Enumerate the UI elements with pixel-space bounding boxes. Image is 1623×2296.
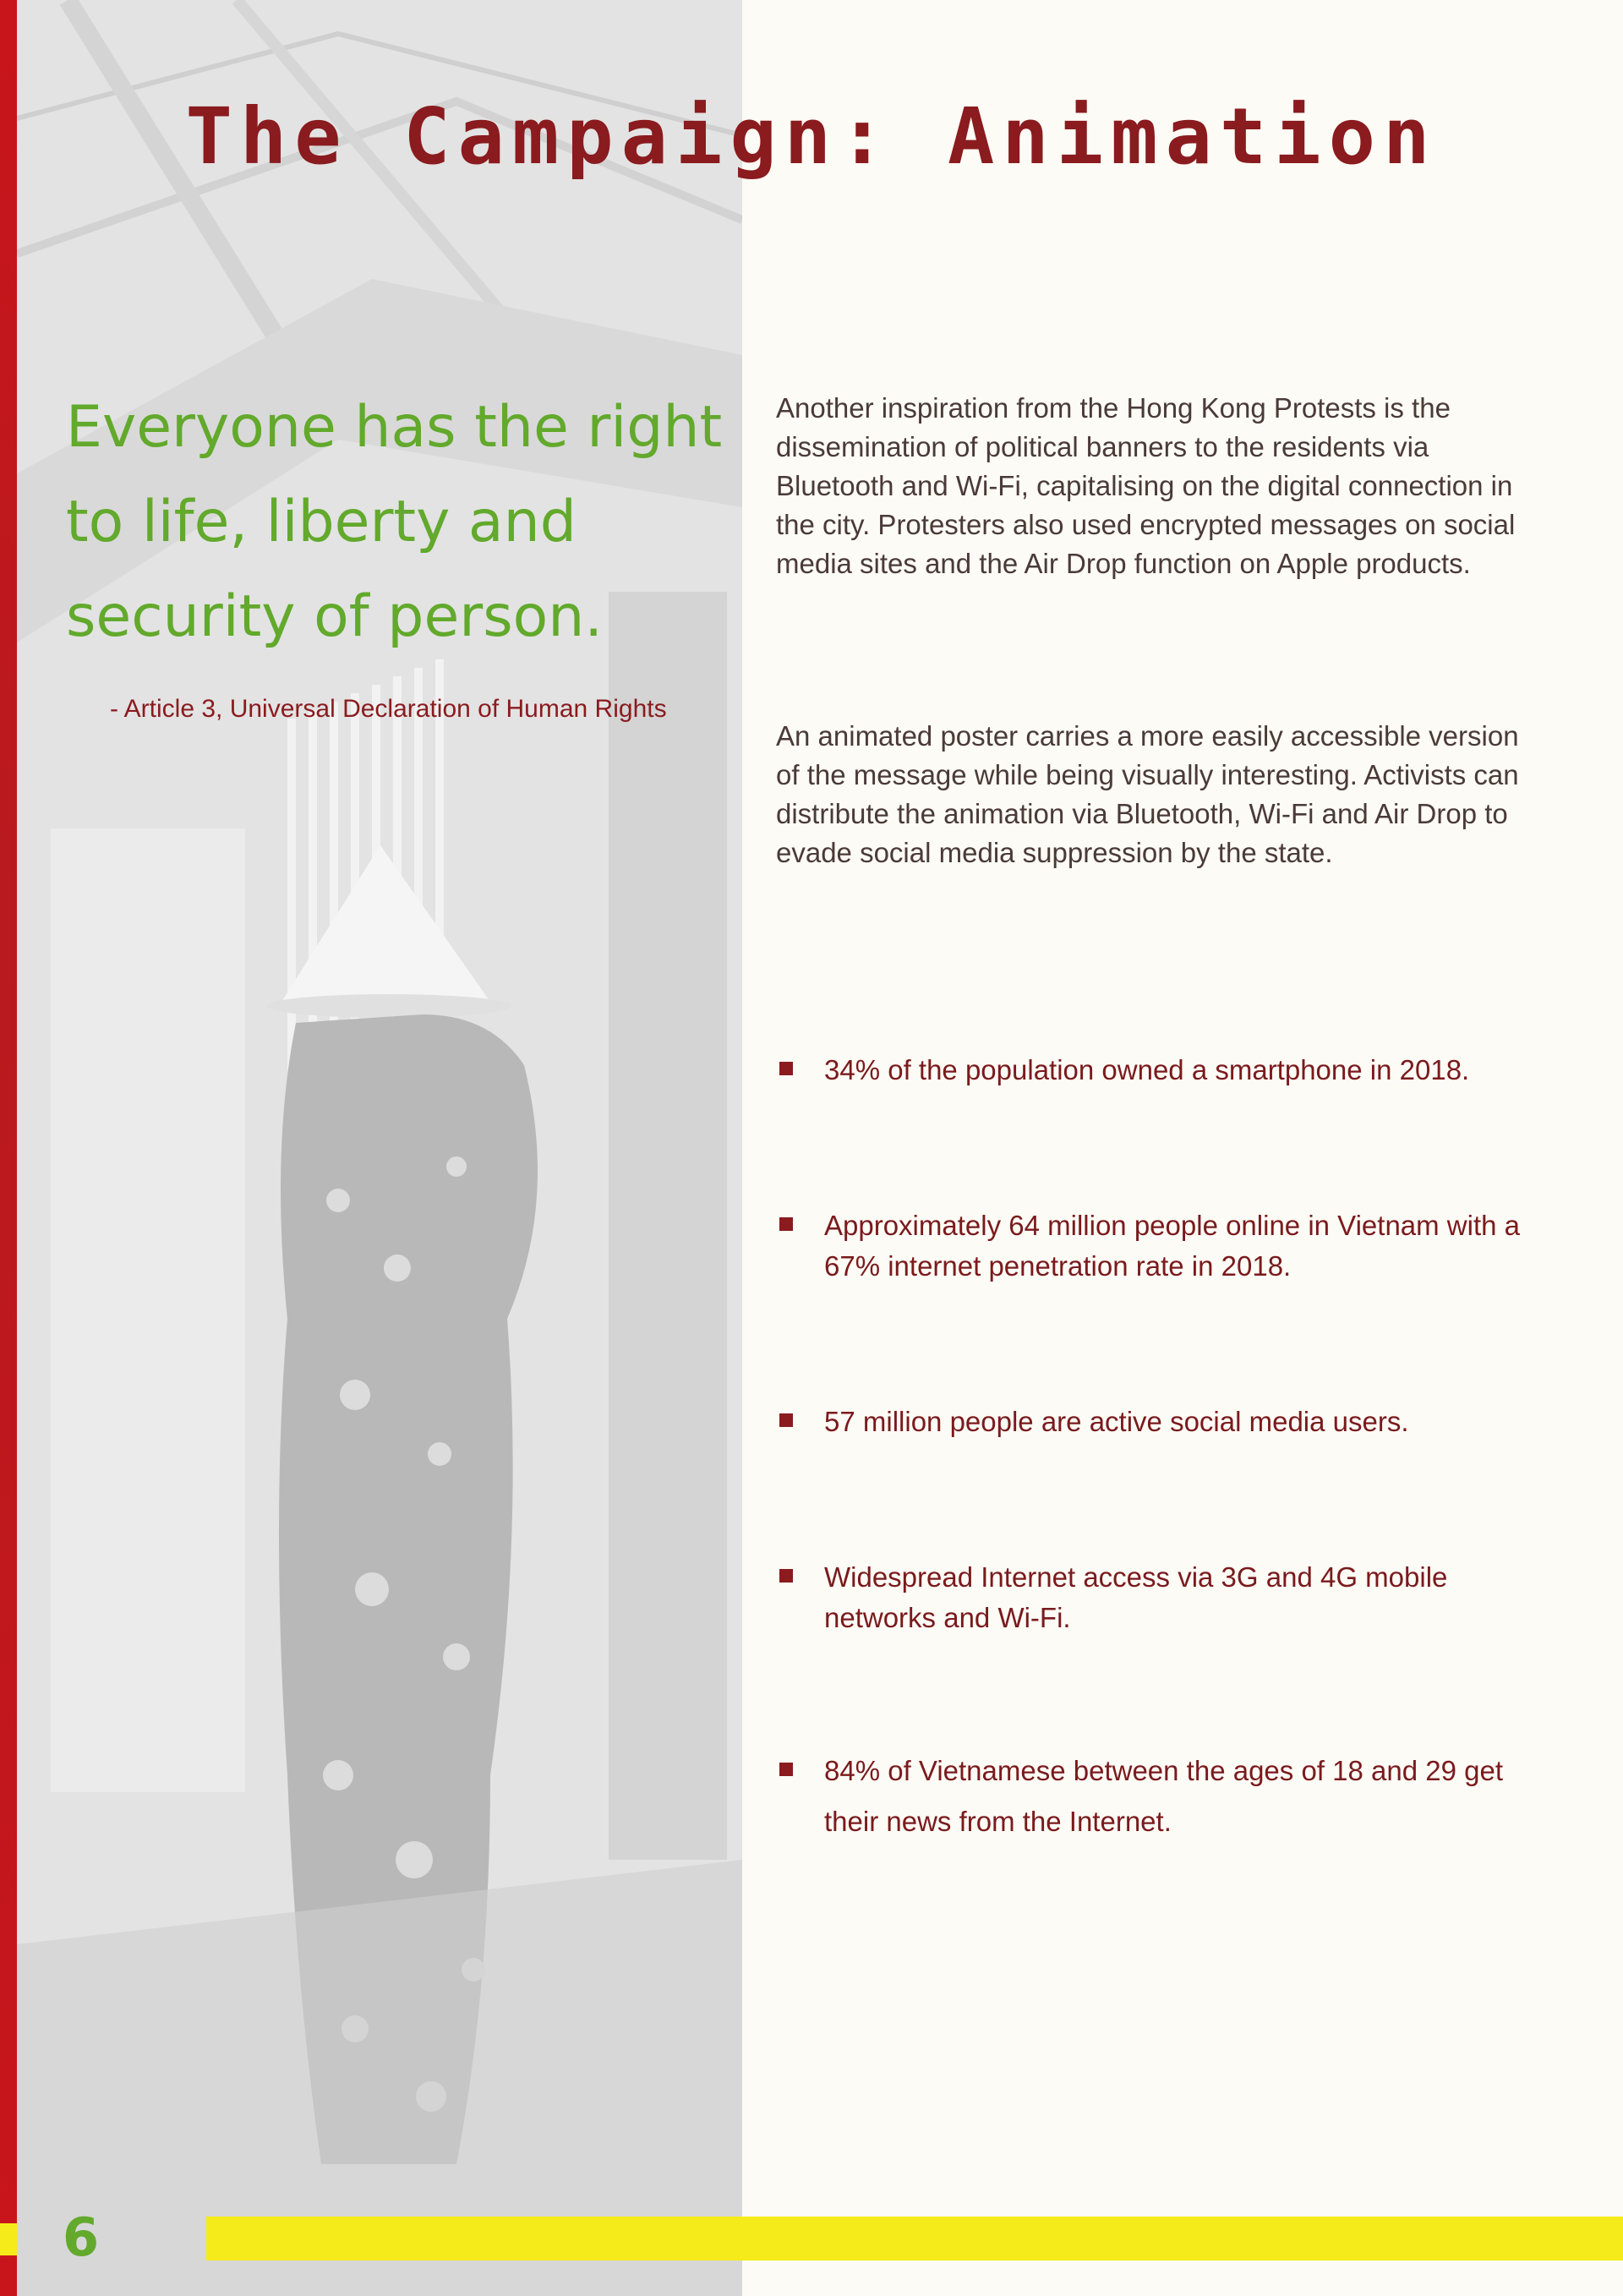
square-bullet-icon bbox=[779, 1217, 793, 1231]
background-photo bbox=[17, 0, 742, 2296]
square-bullet-icon bbox=[779, 1413, 793, 1427]
page-number: 6 bbox=[63, 2206, 100, 2268]
body-paragraph: An animated poster carries a more easily accessible version of the message while being visually interesting. Activists can distribute the animation via Bluetooth, Wi-Fi and Air Drop to evade social media suppression by the state. bbox=[776, 720, 1519, 868]
body-paragraph: Another inspiration from the Hong Kong Protests is the dissemination of political banners to the residents via Bluetooth and Wi-Fi, capitalising on the digital connection in the city. Protesters also used encrypted messages on social media sites and the Air Drop function on Apple products. bbox=[776, 392, 1516, 579]
pull-quote bbox=[66, 380, 742, 664]
quote-attribution: - Article 3, Universal Declaration of Human Rights bbox=[110, 695, 667, 723]
bullet-text: 34% of the population owned a smartphone in 2018. bbox=[824, 1054, 1470, 1085]
bullet-text: Approximately 64 million people online in Vietnam with a 67% internet penetration rate in 2018. bbox=[824, 1210, 1521, 1282]
bullet-text: 57 million people are active social media users. bbox=[824, 1406, 1409, 1437]
pull-quote-line: to life, liberty and bbox=[66, 489, 577, 555]
bullet-text: Widespread Internet access via 3G and 4G mobile networks and Wi-Fi. bbox=[824, 1561, 1448, 1633]
left-red-stripe bbox=[0, 0, 17, 2296]
bullet-text: 84% of Vietnamese between the ages of 18 and 29 get their news from the Internet. bbox=[824, 1755, 1503, 1837]
square-bullet-icon bbox=[779, 1569, 793, 1583]
street-scene-illustration bbox=[17, 0, 742, 2296]
pull-quote-line: Everyone has the right bbox=[66, 394, 723, 461]
square-bullet-icon bbox=[779, 1763, 793, 1776]
page-title: The Campaign: Animation bbox=[185, 91, 1438, 182]
footer-yellow-bar bbox=[206, 2217, 1623, 2260]
pull-quote-line: security of person. bbox=[66, 583, 603, 650]
square-bullet-icon bbox=[779, 1062, 793, 1075]
footer-left-mark bbox=[0, 2223, 17, 2255]
